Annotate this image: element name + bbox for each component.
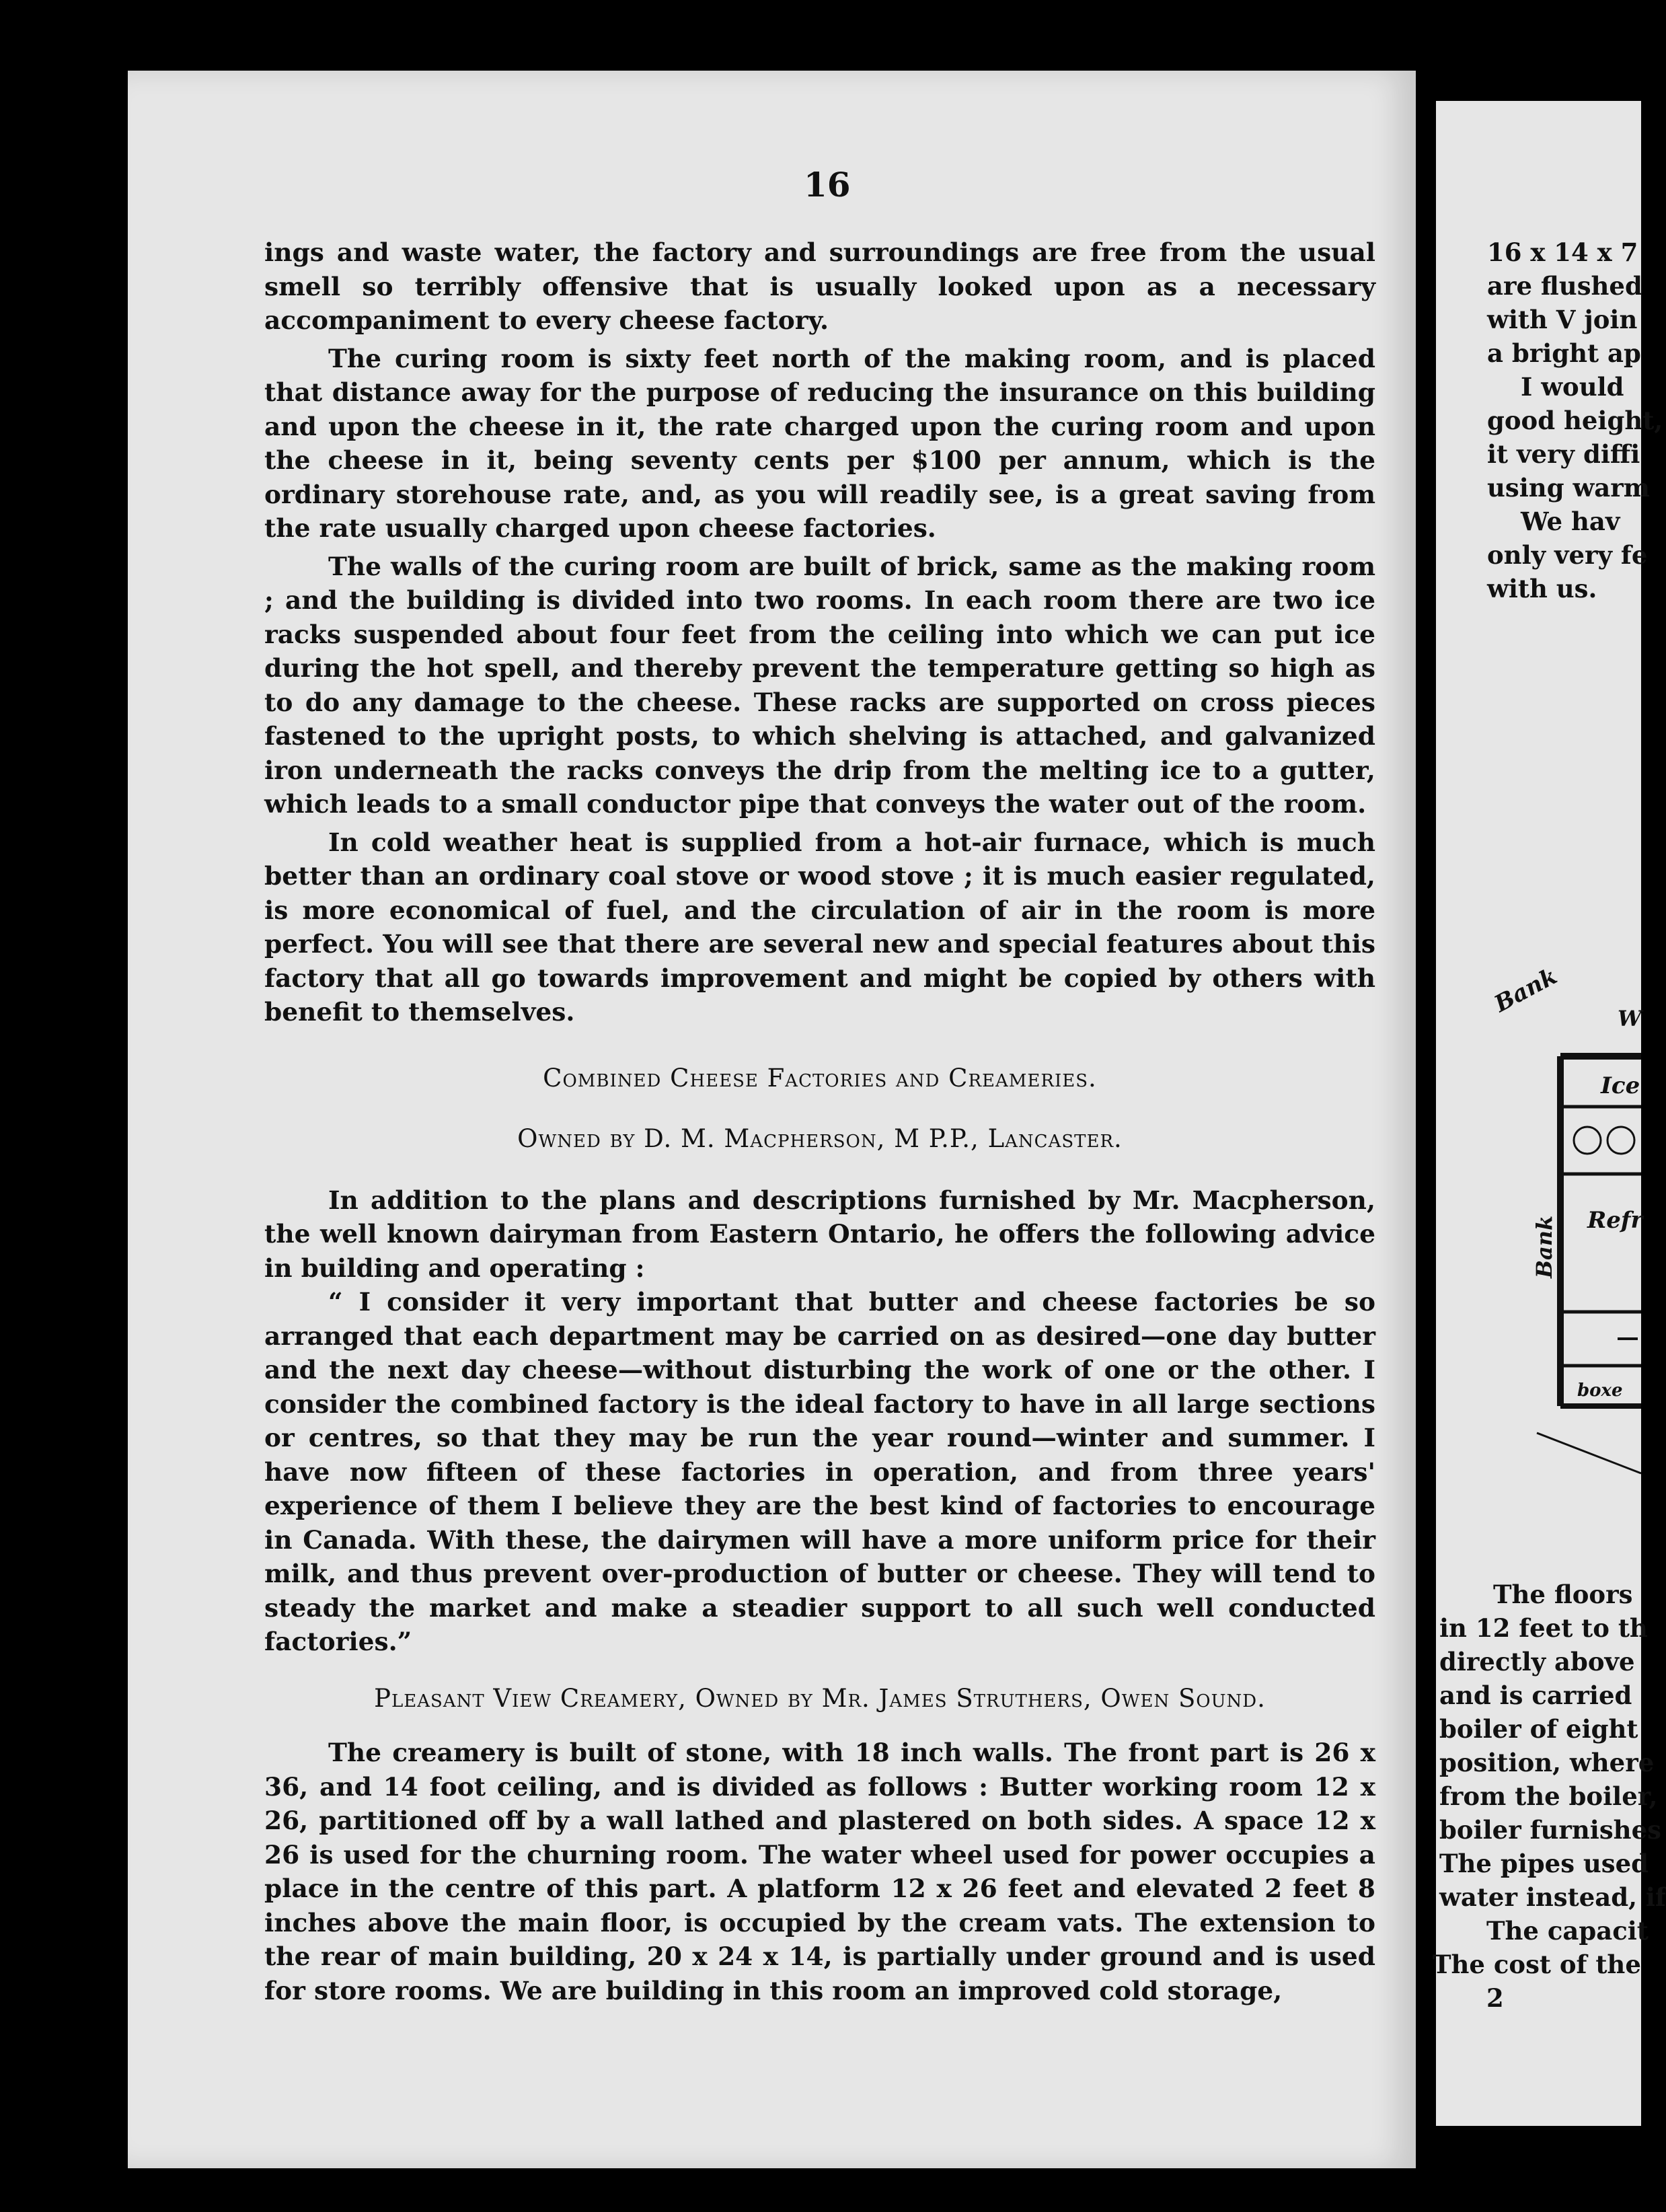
page-number: 16 <box>804 165 851 205</box>
section-heading-pleasant-view: Pleasant View Creamery, Owned by Mr. James Struthers, Owen Sound. <box>374 1683 1266 1713</box>
right-line: boiler of eight <box>1439 1714 1638 1744</box>
right-line: it very diffi <box>1487 439 1640 469</box>
section-subheading-owner: Owned by D. M. Macpherson, M P.P., Lancaster. <box>517 1124 1123 1153</box>
label-boxes: boxe <box>1577 1380 1623 1401</box>
right-line: a bright ap <box>1487 338 1641 368</box>
plan-circles <box>1574 1127 1634 1154</box>
right-line: The capacit <box>1486 1916 1649 1946</box>
label-refr: Refr <box>1587 1207 1643 1234</box>
right-page-signature-mark: 2 <box>1486 1983 1504 2013</box>
floor-plan-diagram <box>1436 875 1641 1480</box>
label-bank-side: Bank <box>1531 1215 1557 1278</box>
right-line: using warm <box>1487 473 1650 503</box>
label-bank-top: Bank <box>1490 963 1562 1018</box>
right-line: 16 x 14 x 7 <box>1487 237 1638 267</box>
right-line: The cost of the <box>1433 1950 1641 1979</box>
right-line: position, where <box>1439 1748 1655 1777</box>
right-line: The pipes used <box>1439 1849 1649 1878</box>
right-line: I would <box>1521 372 1624 402</box>
right-line: with V join <box>1487 305 1638 334</box>
right-page-fragment <box>1433 101 1666 2126</box>
right-line: water instead, if <box>1439 1882 1666 1912</box>
paragraph-heating: In cold weather heat is supplied from a hot-air furnace, which is much better than an ordinary coal stove or wood stove ; it is much easier regulated, is more economical of fuel, and the circulation of air in the room is more perfect. You will see that there are several new and special features about this factory that all go towards improvement and might be copied by others with benefit to themselves. <box>264 827 1375 1027</box>
paragraph-quote: “ I consider it very important that butter and cheese factories be so arranged that each department may be carried on as desired—one day butter and the next day cheese—without disturbing the work of one or the other. I consider the combined factory is the ideal factory to have in all large sections or centres, so that they may be run the year round—winter and summer. I have now fifteen of these factories in operation, and from three years' experience of them I believe they are the best kind of factories to encourage in Canada. With these, the dairymen will have a more uniform price for their milk, and thus prevent over-production of butter or cheese. They will tend to steady the market and make a steadier support to all such well conducted factories.” <box>264 1287 1375 1656</box>
right-line: with us. <box>1487 574 1597 603</box>
right-page-bottom-text <box>1433 1578 1666 2015</box>
right-line: and is carried <box>1439 1681 1632 1710</box>
label-w: W <box>1618 1006 1642 1031</box>
paragraph-continued: ings and waste water, the factory and surroundings are free from the usual smell so terribly offensive that is usually looked upon as a necessary accompaniment to every cheese factory. <box>264 237 1375 335</box>
right-line: only very fe <box>1487 540 1648 570</box>
right-line: We hav <box>1521 507 1620 536</box>
right-line: directly above <box>1439 1647 1635 1676</box>
right-page-top-text <box>1487 235 1663 605</box>
right-line: from the boiler, <box>1439 1781 1658 1811</box>
paragraph-creamery: The creamery is built of stone, with 18 inch walls. The front part is 26 x 36, and 14 foot ceiling, and is divided as follows : Butter working room 12 x 26, partitioned off by a wall lathed and plastered on both sides. A space 12 x 26 is used for the churning room. The water wheel used for power occupies a place in the centre of this part. A platform 12 x 26 feet and elevated 2 feet 8 inches above the main floor, is occupied by the cream vats. The extension to the rear of main building, 20 x 24 x 14, is partially under ground and is used for store rooms. We are building in this room an improved cold storage, <box>264 1738 1375 2005</box>
right-line: in 12 feet to th <box>1439 1613 1648 1643</box>
section-heading-combined-factories: Combined Cheese Factories and Creameries. <box>543 1063 1097 1093</box>
label-ice: Ice <box>1601 1072 1640 1099</box>
paragraph-curing-room: The curing room is sixty feet north of the making room, and is placed that distance away for the purpose of reducing the insurance on this building and upon the cheese in it, the rate charged upon the curing room and upon the cheese in it, being seventy cents per $100 per annum, which is the ordinary storehouse rate, and, as you will readily see, is a great saving from the rate usually charged upon cheese factories. <box>264 343 1375 543</box>
paragraph-curing-walls: The walls of the curing room are built of brick, same as the making room ; and the building is divided into two rooms. In each room there are two ice racks suspended about four feet from the ceiling into which we can put ice during the hot spell, and thereby prevent the temperature getting so high as to do any damage to the cheese. These racks are supported on cross pieces fastened to the upright posts, to which shelving is attached, and galvanized iron underneath the racks conveys the drip from the melting ice to a gutter, which leads to a small conductor pipe that conveys the water out of the room. <box>264 551 1375 819</box>
right-line: boiler furnishes <box>1439 1815 1661 1845</box>
paragraph-advice-intro: In addition to the plans and descriptions furnished by Mr. Macpherson, the well known dairyman from Eastern Ontario, he offers the following advice in building and operating : <box>264 1185 1375 1283</box>
right-line: good height, <box>1487 406 1663 435</box>
page-body <box>264 235 1375 2007</box>
right-line: are flushed <box>1487 271 1642 301</box>
right-line: The floors <box>1493 1580 1633 1609</box>
